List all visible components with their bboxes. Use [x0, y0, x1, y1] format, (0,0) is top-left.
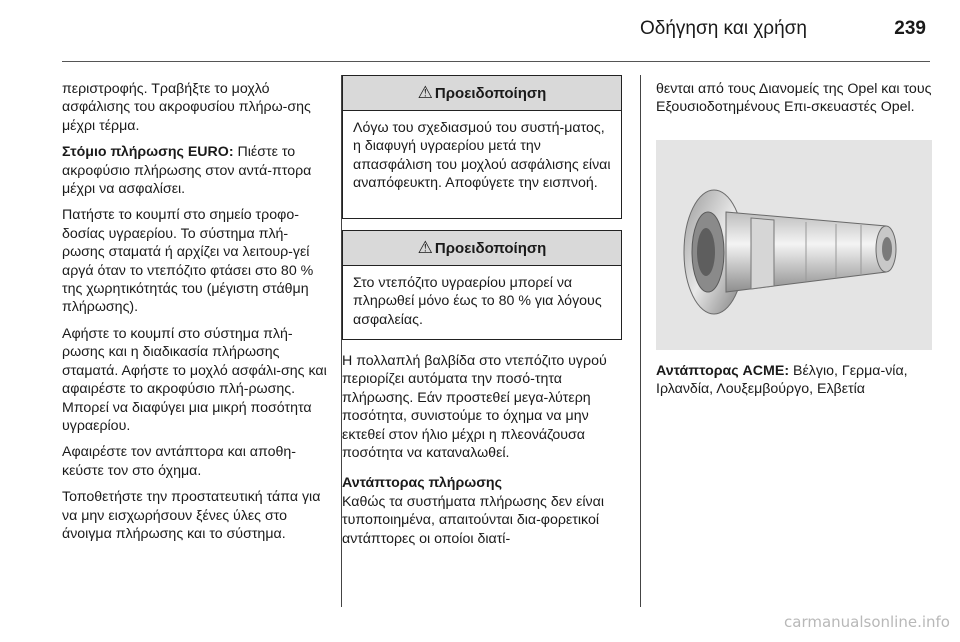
warning-text: Λόγω του σχεδιασμού του συστή-ματος, η διαφυγή υγραερίου μετά την απασφάλιση του μοχλού ασφάλισης είναι αναπόφευκτη. Αποφύγετε την εισπνοή. [353, 120, 611, 192]
column-left [62, 80, 328, 551]
acme-adapter-label: Αντάπτορας ACME: [656, 363, 790, 379]
paragraph: Αφαιρέστε τον αντάπτορα και αποθη-κεύστε τον στο όχημα. [62, 444, 296, 479]
warning-triangle-icon: ⚠ [417, 238, 433, 257]
header-divider [62, 61, 930, 62]
warning-box-2 [342, 230, 622, 340]
column-right-caption [656, 362, 932, 407]
warning-header [343, 76, 621, 111]
warning-title: Προειδοποίηση [434, 84, 547, 102]
paragraph-text: Πιέστε το ακροφύσιο πλήρωσης στον αντά-πτορα μέχρι να ασφαλίσει. [62, 144, 312, 198]
paragraph: περιστροφής. Τραβήξτε το μοχλό ασφάλισης του ακροφυσίου πλήρω-σης μέχρι τέρμα. [62, 81, 311, 134]
warning-box-1 [342, 75, 622, 219]
watermark: carmanualsonline.info [784, 613, 950, 631]
acme-adapter-illustration [656, 140, 932, 350]
warning-title: Προειδοποίηση [434, 239, 547, 257]
warning-text: Στο ντεπόζιτο υγραερίου μπορεί να πληρωθεί μόνο έως το 80 % για λόγους ασφαλείας. [353, 275, 602, 328]
euro-nozzle-label: Στόμιο πλήρωσης EURO: [62, 144, 234, 161]
column-right [656, 80, 932, 125]
paragraph: Καθώς τα συστήματα πλήρωσης δεν είναι τυποποιημένα, απαιτούνται δια-φορετικοί αντάπτορες οι οποίοι διατί- [342, 493, 605, 547]
column-middle-text [342, 352, 624, 560]
paragraph: Πατήστε το κουμπί στο σημείο τροφο-δοσίας υγραερίου. Το σύστημα πλή-ρωσης σταματά ή αρχίζει να λειτουρ-γεί αργά όταν το ντεπόζιτο φτάσει στο 80 % της χωρητικότητάς του (μέγιστη στάθμη πλήρωσης). [62, 207, 314, 316]
paragraph: Τοποθετήστε την προστατευτική τάπα για να μην εισχωρήσουν ξένες ύλες στο άνοιγμα πλήρωσης και το σύστημα. [62, 489, 321, 542]
warning-header [343, 231, 621, 266]
paragraph: θενται από τους Διανομείς της Opel και τους Εξουσιοδοτημένους Επι-σκευαστές Opel. [656, 81, 932, 116]
caption-text: Βέλγιο, Γερμα-νία, Ιρλανδία, Λουξεμβούργο, Ελβετία [656, 363, 908, 398]
page-number: 239 [894, 18, 926, 39]
paragraph [62, 143, 328, 198]
adapter-drawing [656, 140, 932, 350]
column-divider-2 [640, 75, 641, 607]
paragraph [656, 362, 932, 399]
warning-triangle-icon: ⚠ [417, 83, 433, 102]
paragraph: Η πολλαπλή βαλβίδα στο ντεπόζιτο υγρού περιορίζει αυτόματα την ποσό-τητα πλήρωσης. Εάν προστεθεί μεγα-λύτερη ποσότητα, συνιστούμε το όχημα να μην εκτεθεί στον ήλιο μέχρι η πλεονάζουσα ποσότητα να καταναλωθεί. [342, 353, 607, 462]
page-header-title: Οδήγηση και χρήση [640, 18, 807, 39]
paragraph: Αφήστε το κουμπί στο σύστημα πλή-ρωσης και η διαδικασία πλήρωσης σταματά. Αφήστε το μοχλό ασφάλι-σης και αφαιρέστε το ακροφύσιο πλή-ρωσης. Μπορεί να διαφύγει μια μικρή ποσότητα υγραερίου. [62, 325, 327, 434]
section-heading: Αντάπτορας πλήρωσης [342, 475, 502, 492]
